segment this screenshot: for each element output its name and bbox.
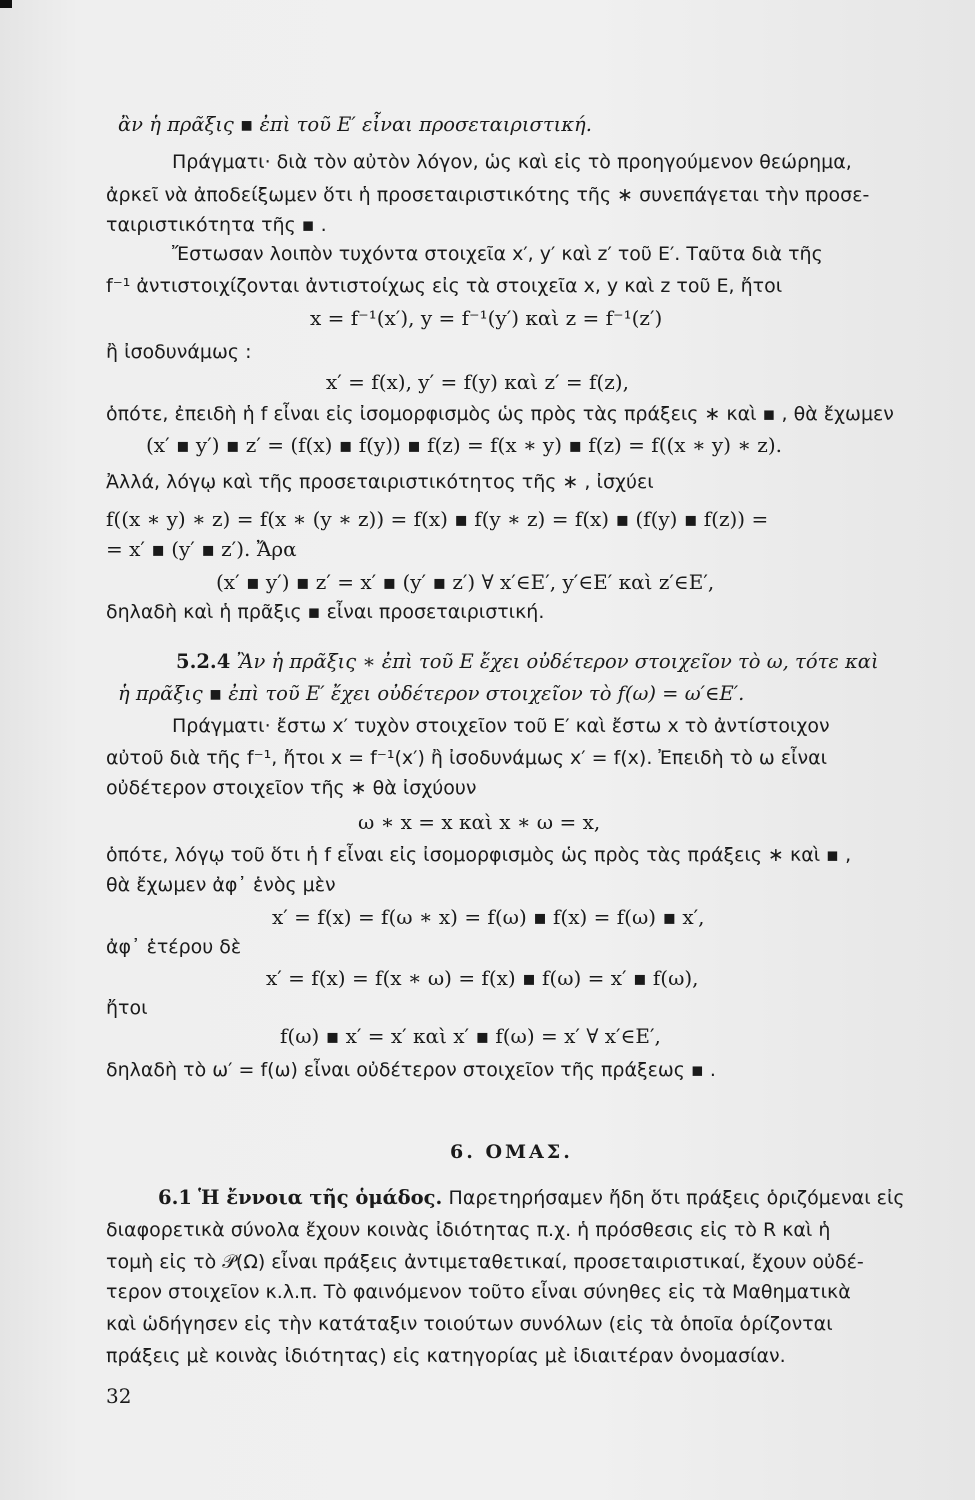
text-line: οὐδέτερον στοιχεῖον τῆς ∗ θὰ ἰσχύουν [106,777,477,799]
text-line: ἢ ἰσοδυνάμως : [106,341,252,363]
text-line: Ἀλλά, λόγῳ καὶ τῆς προσεταιριστικότητος τῆς ∗ , ἰσχύει [106,471,654,493]
equation: (x′ ▪ y′) ▪ z′ = x′ ▪ (y′ ▪ z′) ∀ x′∈E′, y′∈E′ καὶ z′∈E′, [216,570,715,594]
text-line: ἤτοι [106,997,148,1019]
theorem-number: 5.2.4 [176,650,231,673]
equation: = x′ ▪ (y′ ▪ z′). Ἄρα [106,537,297,561]
text-line: ἀφ᾽ ἑτέρου δὲ [106,936,242,958]
text-line: διαφορετικὰ σύνολα ἔχουν κοινὰς ἰδιότητας π.χ. ἡ πρόσθεσις εἰς τὸ R καὶ ἡ [106,1219,831,1241]
section-heading: 6. ΟΜΑΣ. [450,1141,573,1163]
theorem-text: ἡ πρᾶξις ▪ ἐπὶ τοῦ Ε′ ἔχει οὐδέτερον στοιχεῖον τὸ f(ω) = ω′∈Ε′. [118,682,745,705]
text-line: δηλαδὴ τὸ ω′ = f(ω) εἶναι οὐδέτερον στοιχεῖον τῆς πράξεως ▪ . [106,1059,716,1081]
text-line: Πράγματι· διὰ τὸν αὐτὸν λόγον, ὡς καὶ εἰς τὸ προηγούμενον θεώρημα, [172,151,852,173]
text-line: Παρετηρήσαμεν ἤδη ὅτι πράξεις ὁριζόμεναι εἰς [448,1187,905,1209]
equation: (x′ ▪ y′) ▪ z′ = (f(x) ▪ f(y)) ▪ f(z) = f(x ∗ y) ▪ f(z) = f((x ∗ y) ∗ z). [146,433,782,457]
text-line: ἀρκεῖ νὰ ἀποδείξωμεν ὅτι ἡ προσεταιριστικότης τῆς ∗ συνεπάγεται τὴν προσε- [106,184,870,206]
equation: f(ω) ▪ x′ = x′ καὶ x′ ▪ f(ω) = x′ ∀ x′∈E′, [280,1024,661,1048]
text-line: Ἔστωσαν λοιπὸν τυχόντα στοιχεῖα x′, y′ καὶ z′ τοῦ Ε′. Ταῦτα διὰ τῆς [172,243,823,265]
equation: x′ = f(x) = f(ω ∗ x) = f(ω) ▪ f(x) = f(ω) ▪ x′, [272,905,705,929]
text-line: αὐτοῦ διὰ τῆς f⁻¹, ἤτοι x = f⁻¹(x′) ἢ ἰσοδυνάμως x′ = f(x). Ἐπειδὴ τὸ ω εἶναι [106,747,828,769]
equation: x′ = f(x) = f(x ∗ ω) = f(x) ▪ f(ω) = x′ ▪ f(ω), [266,966,699,990]
section-intro-line [158,1186,905,1210]
text-line: ταιριστικότητα τῆς ▪ . [106,214,327,236]
equation: x = f⁻¹(x′), y = f⁻¹(y′) καὶ z = f⁻¹(z′) [310,306,663,330]
equation: f((x ∗ y) ∗ z) = f(x ∗ (y ∗ z)) = f(x) ▪ f(y ∗ z) = f(x) ▪ (f(y) ▪ f(z)) = [106,507,769,531]
text-line: καὶ ὡδήγησεν εἰς τὴν κατάταξιν τοιούτων συνόλων (εἰς τὰ ὁποῖα ὁρίζονται [106,1313,833,1335]
text-line: τομὴ εἰς τὸ 𝒫(Ω) εἶναι πράξεις ἀντιμεταθετικαί, προσεταιριστικαί, ἔχουν οὐδέ- [106,1251,864,1273]
theorem-text: Ἂν ἡ πρᾶξις ∗ ἐπὶ τοῦ Ε ἔχει οὐδέτερον στοιχεῖον τὸ ω, τότε καὶ [236,650,879,673]
equation: x′ = f(x), y′ = f(y) καὶ z′ = f(z), [326,370,629,394]
text-line: Πράγματι· ἔστω x′ τυχὸν στοιχεῖον τοῦ Ε′ καὶ ἔστω x τὸ ἀντίστοιχον [172,715,830,737]
subsection-title: Ἡ ἔννοια τῆς ὁμάδος. [198,1186,443,1209]
scan-corner-mark [0,0,12,8]
text-line: ὁπότε, λόγῳ τοῦ ὅτι ἡ f εἶναι εἰς ἰσομορφισμὸς ὡς πρὸς τὰς πράξεις ∗ καὶ ▪ , [106,844,852,866]
theorem-line [176,650,879,674]
text-line: ἂν ἡ πρᾶξις ▪ ἐπὶ τοῦ Ε′ εἶναι προσεταιριστική. [118,113,592,136]
text-line: θὰ ἔχωμεν ἀφ᾽ ἑνὸς μὲν [106,874,336,896]
text-line: τερον στοιχεῖον κ.λ.π. Τὸ φαινόμενον τοῦτο εἶναι σύνηθες εἰς τὰ Μαθηματικὰ [106,1281,851,1303]
text-line: f⁻¹ ἀντιστοιχίζονται ἀντιστοίχως εἰς τὰ στοιχεῖα x, y καὶ z τοῦ Ε, ἤτοι [106,275,783,297]
subsection-number: 6.1 [158,1186,192,1209]
equation: ω ∗ x = x καὶ x ∗ ω = x, [358,810,601,834]
page-number: 32 [106,1384,132,1408]
text-line: δηλαδὴ καὶ ἡ πρᾶξις ▪ εἶναι προσεταιριστική. [106,601,545,623]
text-line: ὁπότε, ἐπειδὴ ἡ f εἶναι εἰς ἰσομορφισμὸς ὡς πρὸς τὰς πράξεις ∗ καὶ ▪ , θὰ ἔχωμεν [106,403,894,425]
text-line: πράξεις μὲ κοινὰς ἰδιότητας) εἰς κατηγορίας μὲ ἰδιαιτέραν ὀνομασίαν. [106,1345,786,1367]
